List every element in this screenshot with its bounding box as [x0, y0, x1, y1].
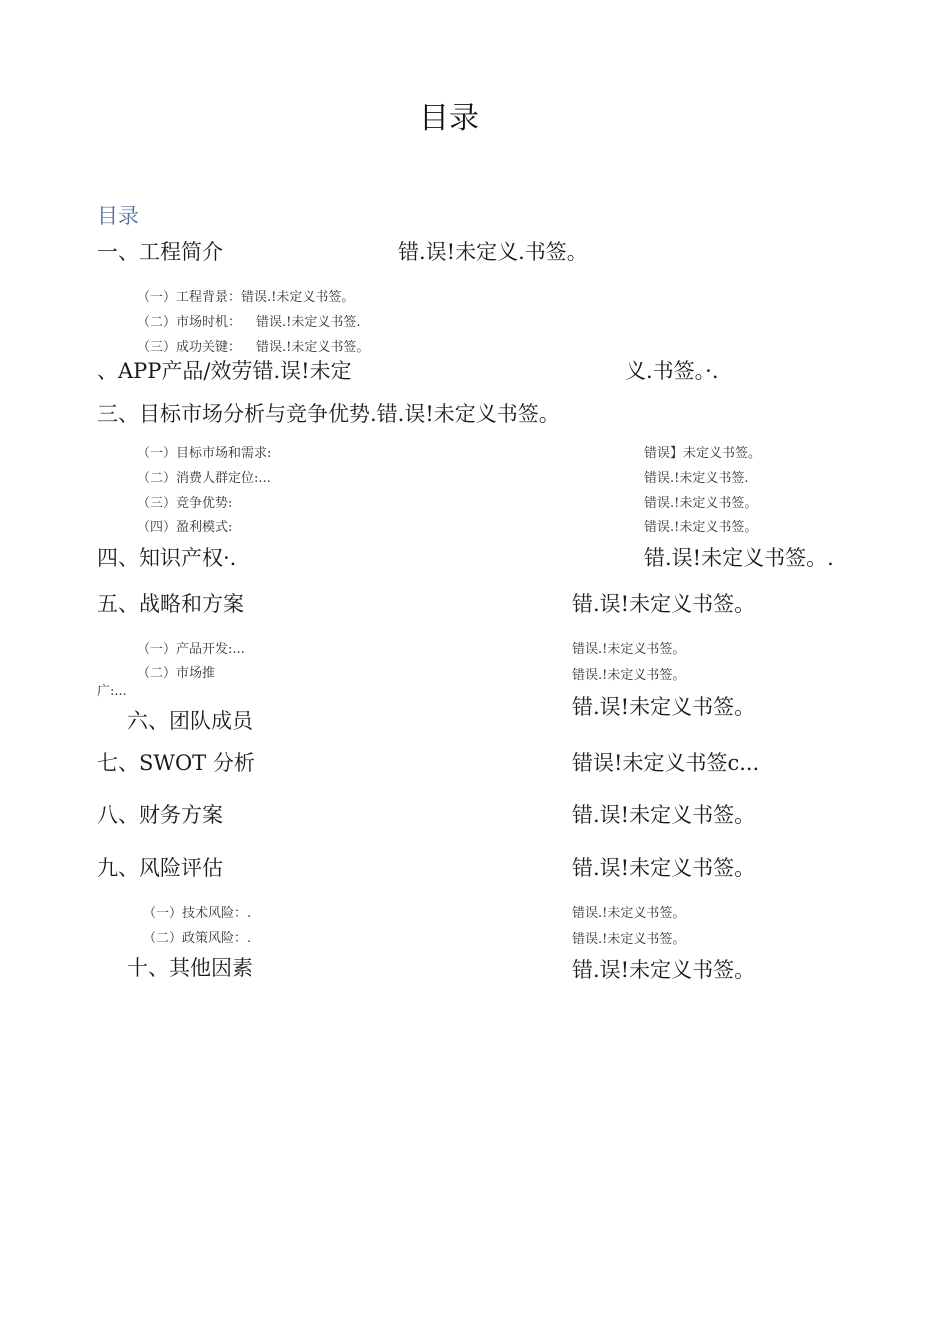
toc-page-ref-s5-2: 错误.!未定义书签。 — [572, 668, 686, 683]
toc-subentry-s1-3[interactable]: （三）成功关键： — [137, 340, 242, 355]
toc-entry-s6[interactable]: 六、团队成员 — [127, 709, 253, 733]
toc-page-ref-s9: 错.误!未定义书签。 — [572, 856, 756, 880]
toc-page-ref-s9-1: 错误.!未定义书签。 — [572, 906, 686, 921]
toc-subentry-s3-3[interactable]: （三）竞争优势: — [137, 496, 233, 511]
toc-entry-s3[interactable]: 三、目标市场分析与竞争优势.错.误!未定义书签。 — [97, 402, 560, 426]
toc-page-ref-s2: 义.书签。·. — [625, 359, 719, 383]
toc-page-ref-s3-2: 错误.!未定义书签. — [644, 471, 749, 486]
toc-subentry-s1-1[interactable]: （一）工程背景：错误.!未定义书签。 — [137, 290, 355, 305]
toc-subentry-s3-1[interactable]: （一）目标市场和需求: — [137, 446, 272, 461]
toc-page-ref-s1-2: 错误.!未定义书签. — [256, 315, 361, 330]
toc-page-ref-s6: 错.误!未定义书签。 — [572, 695, 756, 719]
toc-entry-s5[interactable]: 五、战略和方案 — [97, 592, 244, 616]
toc-page-ref-s7: 错误!未定义书签c... — [572, 751, 760, 775]
toc-entry-s7[interactable]: 七、SWOT 分析 — [97, 751, 255, 775]
toc-subentry-s5-2-wrap: 广:... — [97, 684, 127, 699]
toc-page-ref-s1: 错.误!未定义.书签。 — [398, 240, 588, 264]
toc-page-ref-s10: 错.误!未定义书签。 — [572, 958, 756, 982]
toc-entry-s8[interactable]: 八、财务方案 — [97, 803, 223, 827]
toc-subentry-s3-2[interactable]: （二）消费人群定位:... — [137, 471, 271, 486]
toc-entry-s10[interactable]: 十、其他因素 — [127, 956, 253, 980]
toc-entry-s1[interactable]: 一、工程简介 — [97, 240, 223, 264]
toc-page-ref-s5-1: 错误.!未定义书签。 — [572, 642, 686, 657]
toc-page-ref-s1-3: 错误.!未定义书签。 — [256, 340, 370, 355]
toc-subentry-s1-2[interactable]: （二）市场时机： — [137, 315, 242, 330]
toc-page-ref-s5: 错.误!未定义书签。 — [572, 592, 756, 616]
toc-subentry-s9-2[interactable]: （二）政策风险：. — [143, 931, 252, 946]
toc-page-ref-s4: 错.误!未定义书签。. — [644, 546, 834, 570]
toc-entry-s4[interactable]: 四、知识产权·. — [97, 546, 237, 570]
toc-entry-s9[interactable]: 九、风险评估 — [97, 856, 223, 880]
toc-subentry-s5-1[interactable]: （一）产品开发:... — [137, 642, 245, 657]
toc-entry-s2[interactable]: 、APP产品/效劳错.误!未定 — [97, 359, 352, 383]
toc-subentry-s3-4[interactable]: （四）盈利模式: — [137, 520, 233, 535]
toc-page-ref-s3-3: 错误.!未定义书签。 — [644, 496, 758, 511]
toc-page-ref-s3-1: 错误】未定义书签。 — [644, 446, 762, 461]
toc-page-ref-s3-4: 错误.!未定义书签。 — [644, 520, 758, 535]
toc-page-ref-s9-2: 错误.!未定义书签。 — [572, 932, 686, 947]
toc-subentry-s9-1[interactable]: （一）技术风险：. — [143, 906, 252, 921]
toc-heading: 目录 — [97, 204, 139, 228]
toc-page-ref-s8: 错.误!未定义书签。 — [572, 803, 756, 827]
toc-subentry-s5-2[interactable]: （二）市场推 — [137, 666, 216, 681]
page-title: 目录 — [419, 101, 479, 136]
